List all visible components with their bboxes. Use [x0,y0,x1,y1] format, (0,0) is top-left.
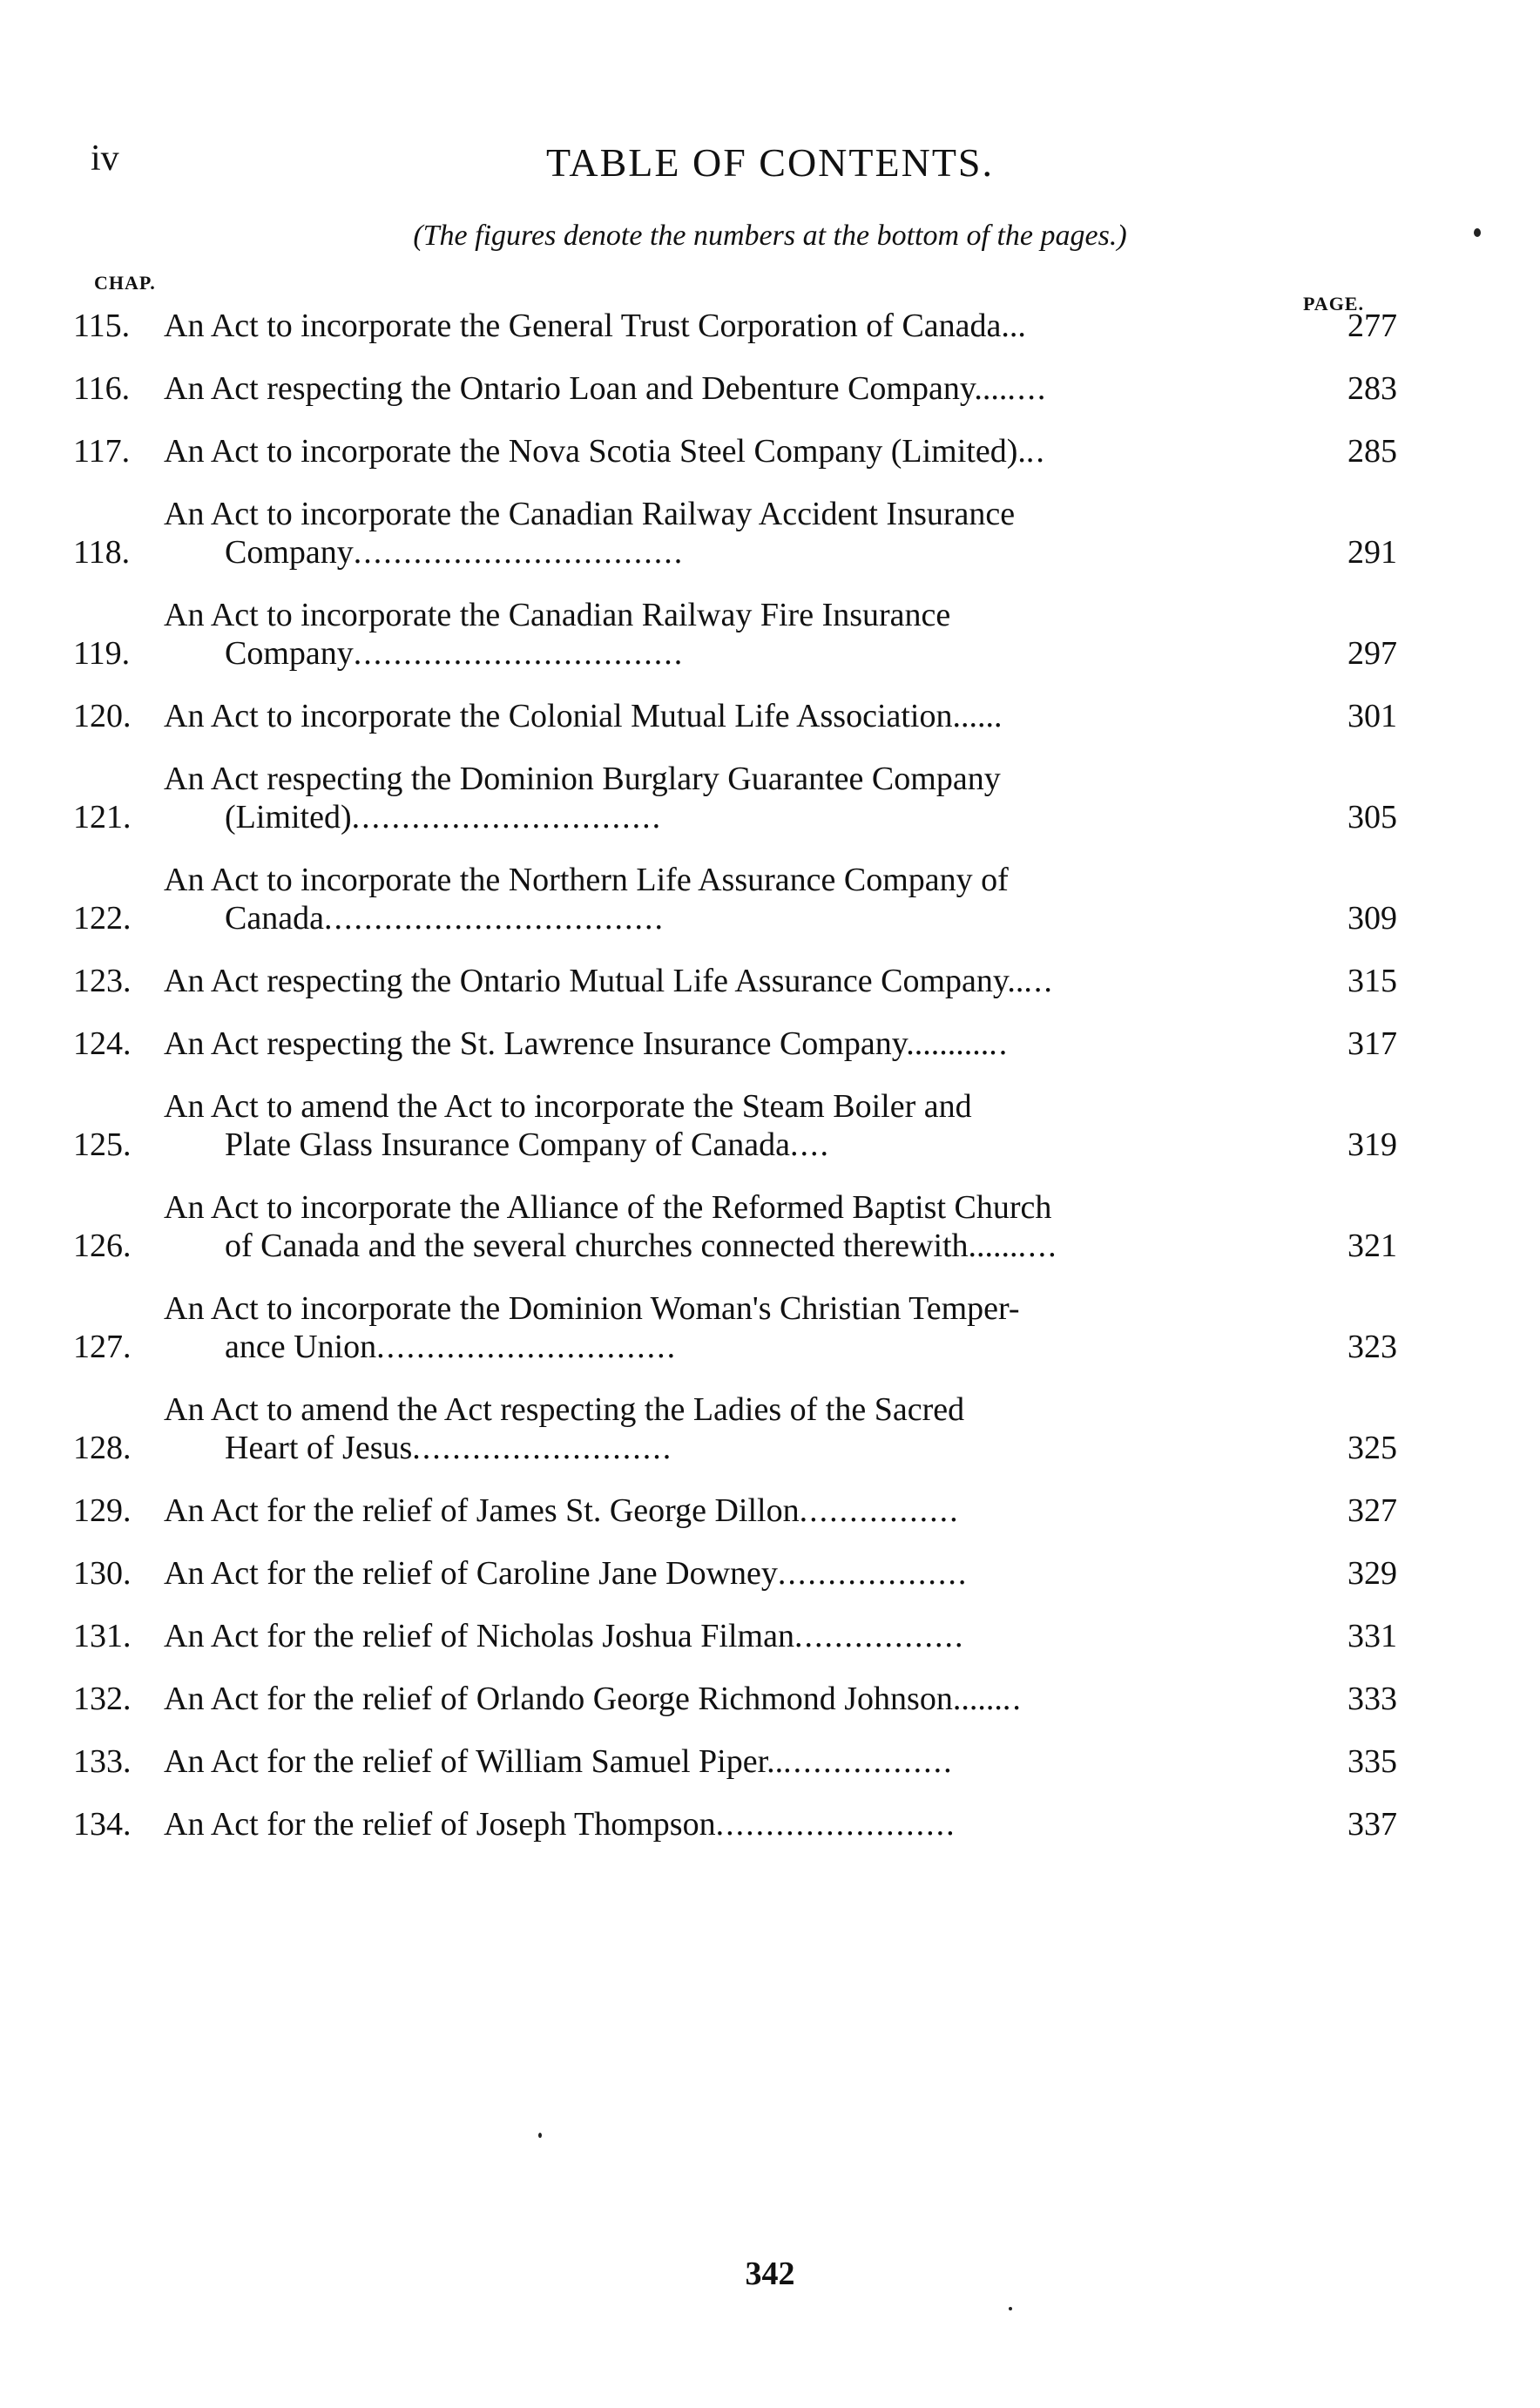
entry-title [164,432,1320,470]
toc-entry [73,1742,1397,1781]
page-reference: 315 [1348,963,1397,999]
entry-title-line1: An Act for the relief of William Samuel Piper.. [164,1743,784,1780]
entry-title-line2 [164,798,1308,836]
page-reference: 277 [1348,308,1397,344]
toc-entry [73,1554,1397,1593]
ink-speck [1474,228,1481,237]
chapter-number: 123. [73,963,132,999]
page-reference: 285 [1348,433,1397,470]
entry-title [164,697,1320,735]
toc-entry [73,495,1397,572]
leader-dots: .... [1017,1228,1058,1264]
chapter-number: 131. [73,1618,132,1654]
leader-dots: ............................... [351,799,663,835]
entry-title-line1: An Act for the relief of Caroline Jane Downey [164,1555,778,1592]
leader-dots: ... [1023,963,1054,999]
chapter-number: 128. [73,1430,132,1466]
entry-title [164,1289,1320,1366]
entry-title-line2 [164,634,1308,673]
page-reference: 337 [1348,1806,1397,1843]
chapter-number: 124. [73,1025,132,1062]
entry-title [164,596,1320,673]
toc-entry [73,1680,1397,1718]
leader-dots: .......................... [412,1430,673,1466]
entry-title-line1: An Act to amend the Act to incorporate the Steam Boiler and [164,1088,972,1125]
page-reference: 335 [1348,1743,1397,1780]
leader-dots: . [1017,308,1028,344]
entry-title-line1: An Act for the relief of Nicholas Joshua Filman [164,1618,794,1654]
leader-dots: ................................. [353,635,685,672]
chapter-number: 130. [73,1555,132,1592]
page-reference: 331 [1348,1618,1397,1654]
entry-title-line1: An Act respecting the Ontario Loan and Debenture Company.... [164,370,1008,407]
chapter-number: 125. [73,1126,132,1163]
leader-dots: ................. [794,1618,965,1654]
entry-title-line1: An Act to incorporate the Alliance of the Reformed Baptist Church [164,1189,1052,1226]
page-reference: 309 [1348,900,1397,937]
entry-title-line1: An Act respecting the Ontario Mutual Life Assurance Company.. [164,963,1024,999]
chapter-number: 129. [73,1492,132,1529]
entry-title-line1: An Act to incorporate the Canadian Railway Fire Insurance [164,597,951,633]
page-number-top: iv [91,139,119,179]
page-reference: 317 [1348,1025,1397,1062]
entry-title-line2 [164,1227,1308,1265]
chapter-number: 122. [73,900,132,937]
page-reference: 297 [1348,635,1397,672]
entry-title [164,1390,1320,1467]
page-reference: 323 [1348,1329,1397,1365]
toc-entry [73,307,1397,345]
entry-title-line1: An Act to incorporate the Canadian Railway Accident Insurance [164,496,1016,532]
entry-title-line1: An Act to amend the Act respecting the Ladies of the Sacred [164,1391,965,1428]
entry-title [164,1617,1320,1655]
chapter-number: 134. [73,1806,132,1843]
leader-dots: .. [1002,1681,1023,1717]
entry-title-line2-text: Company [225,635,354,672]
page-reference: 283 [1348,370,1397,407]
entry-title-line1: An Act to incorporate the Northern Life Assurance Company of [164,862,1009,898]
chapter-number: 132. [73,1681,132,1717]
chapter-number: 120. [73,698,132,734]
entry-title-line2 [164,533,1308,572]
entry-title-line2 [164,1429,1308,1467]
toc-entry [73,760,1397,836]
entry-title-line1: An Act for the relief of Joseph Thompson [164,1806,716,1843]
entry-title-line2-text: Heart of Jesus [225,1430,413,1466]
entry-title [164,962,1320,1000]
toc-entry [73,962,1397,1000]
entry-title-line1: An Act to incorporate the Colonial Mutual Life Association...... [164,698,1003,734]
entry-title-line1: An Act to incorporate the General Trust Corporation of Canada.. [164,308,1018,344]
page-column-header: PAGE. [1303,293,1364,315]
toc-entry [73,1087,1397,1164]
entry-title-line1: An Act respecting the Dominion Burglary Guarantee Company [164,761,1001,797]
chapter-number: 121. [73,799,132,835]
entry-title [164,1087,1320,1164]
chapter-number: 118. [73,534,131,571]
entry-title [164,861,1320,937]
entry-title [164,307,1320,345]
entry-title-line2-text: Plate Glass Insurance Company of Canada [225,1126,790,1163]
entry-title [164,495,1320,572]
toc-entry [73,1289,1397,1366]
entry-title-line1: An Act for the relief of James St. George Dillon [164,1492,800,1529]
page-reference: 321 [1348,1228,1397,1264]
leader-dots: .............................. [376,1329,678,1365]
page-number-bottom: 342 [745,2256,795,2292]
ink-speck [538,2133,542,2138]
toc-entry [73,596,1397,673]
page-title: TABLE OF CONTENTS. [545,140,995,185]
chapter-number: 115. [73,308,131,344]
leader-dots: ................. [783,1743,954,1780]
chap-column-header: CHAP. [94,272,156,294]
entry-title-line2-text: of Canada and the several churches connected therewith...... [225,1228,1018,1264]
page-reference: 319 [1348,1126,1397,1163]
page-reference: 327 [1348,1492,1397,1529]
page-reference: 305 [1348,799,1397,835]
leader-dots: .... [1007,370,1048,407]
entry-title [164,369,1320,408]
entry-title [164,1742,1320,1781]
entry-title-line2-text: (Limited) [225,799,352,835]
entry-title [164,1491,1320,1530]
chapter-number: 126. [73,1228,132,1264]
page-subtitle: (The figures denote the numbers at the bottom of the pages.) [413,220,1127,252]
leader-dots: ........................ [715,1806,956,1843]
entry-title [164,1025,1320,1063]
entry-title-line2 [164,899,1308,937]
entry-title-line2-text: ance Union [225,1329,377,1365]
entry-title-line1: An Act to incorporate the Nova Scotia Steel Company (Limited). [164,433,1026,470]
chapter-number: 127. [73,1329,132,1365]
table-of-contents [73,307,1397,1868]
leader-dots: .. [1025,433,1046,470]
toc-entry [73,369,1397,408]
entry-title-line1: An Act to incorporate the Dominion Woman's Christian Temper- [164,1290,1020,1327]
page-reference: 301 [1348,698,1397,734]
entry-title [164,1805,1320,1843]
page-reference: 333 [1348,1681,1397,1717]
entry-title [164,760,1320,836]
page-reference: 325 [1348,1430,1397,1466]
toc-entry [73,1025,1397,1063]
leader-dots: ................... [777,1555,969,1592]
toc-entry [73,1390,1397,1467]
leader-dots: ................ [799,1492,960,1529]
chapter-number: 116. [73,370,131,407]
leader-dots: .... [790,1126,830,1163]
toc-entry [73,1491,1397,1530]
toc-entry [73,1188,1397,1265]
toc-entry [73,1805,1397,1843]
toc-entry [73,861,1397,937]
ink-speck [1009,2307,1012,2310]
chapter-number: 117. [73,433,131,470]
entry-title-line2-text: Company [225,534,354,571]
entry-title-line2-text: Canada [225,900,324,937]
entry-title [164,1554,1320,1593]
toc-entry [73,432,1397,470]
toc-entry [73,697,1397,735]
leader-dots: .. [989,1025,1010,1062]
page-reference: 329 [1348,1555,1397,1592]
leader-dots: ................................. [353,534,685,571]
chapter-number: 133. [73,1743,132,1780]
entry-title [164,1680,1320,1718]
page-reference: 291 [1348,534,1397,571]
toc-entry [73,1617,1397,1655]
chapter-number: 119. [73,635,131,672]
entry-title-line1: An Act for the relief of Orlando George Richmond Johnson...... [164,1681,1003,1717]
entry-title-line1: An Act respecting the St. Lawrence Insurance Company.......... [164,1025,990,1062]
entry-title [164,1188,1320,1265]
leader-dots: .................................. [323,900,665,937]
entry-title-line2 [164,1126,1308,1164]
entry-title-line2 [164,1328,1308,1366]
